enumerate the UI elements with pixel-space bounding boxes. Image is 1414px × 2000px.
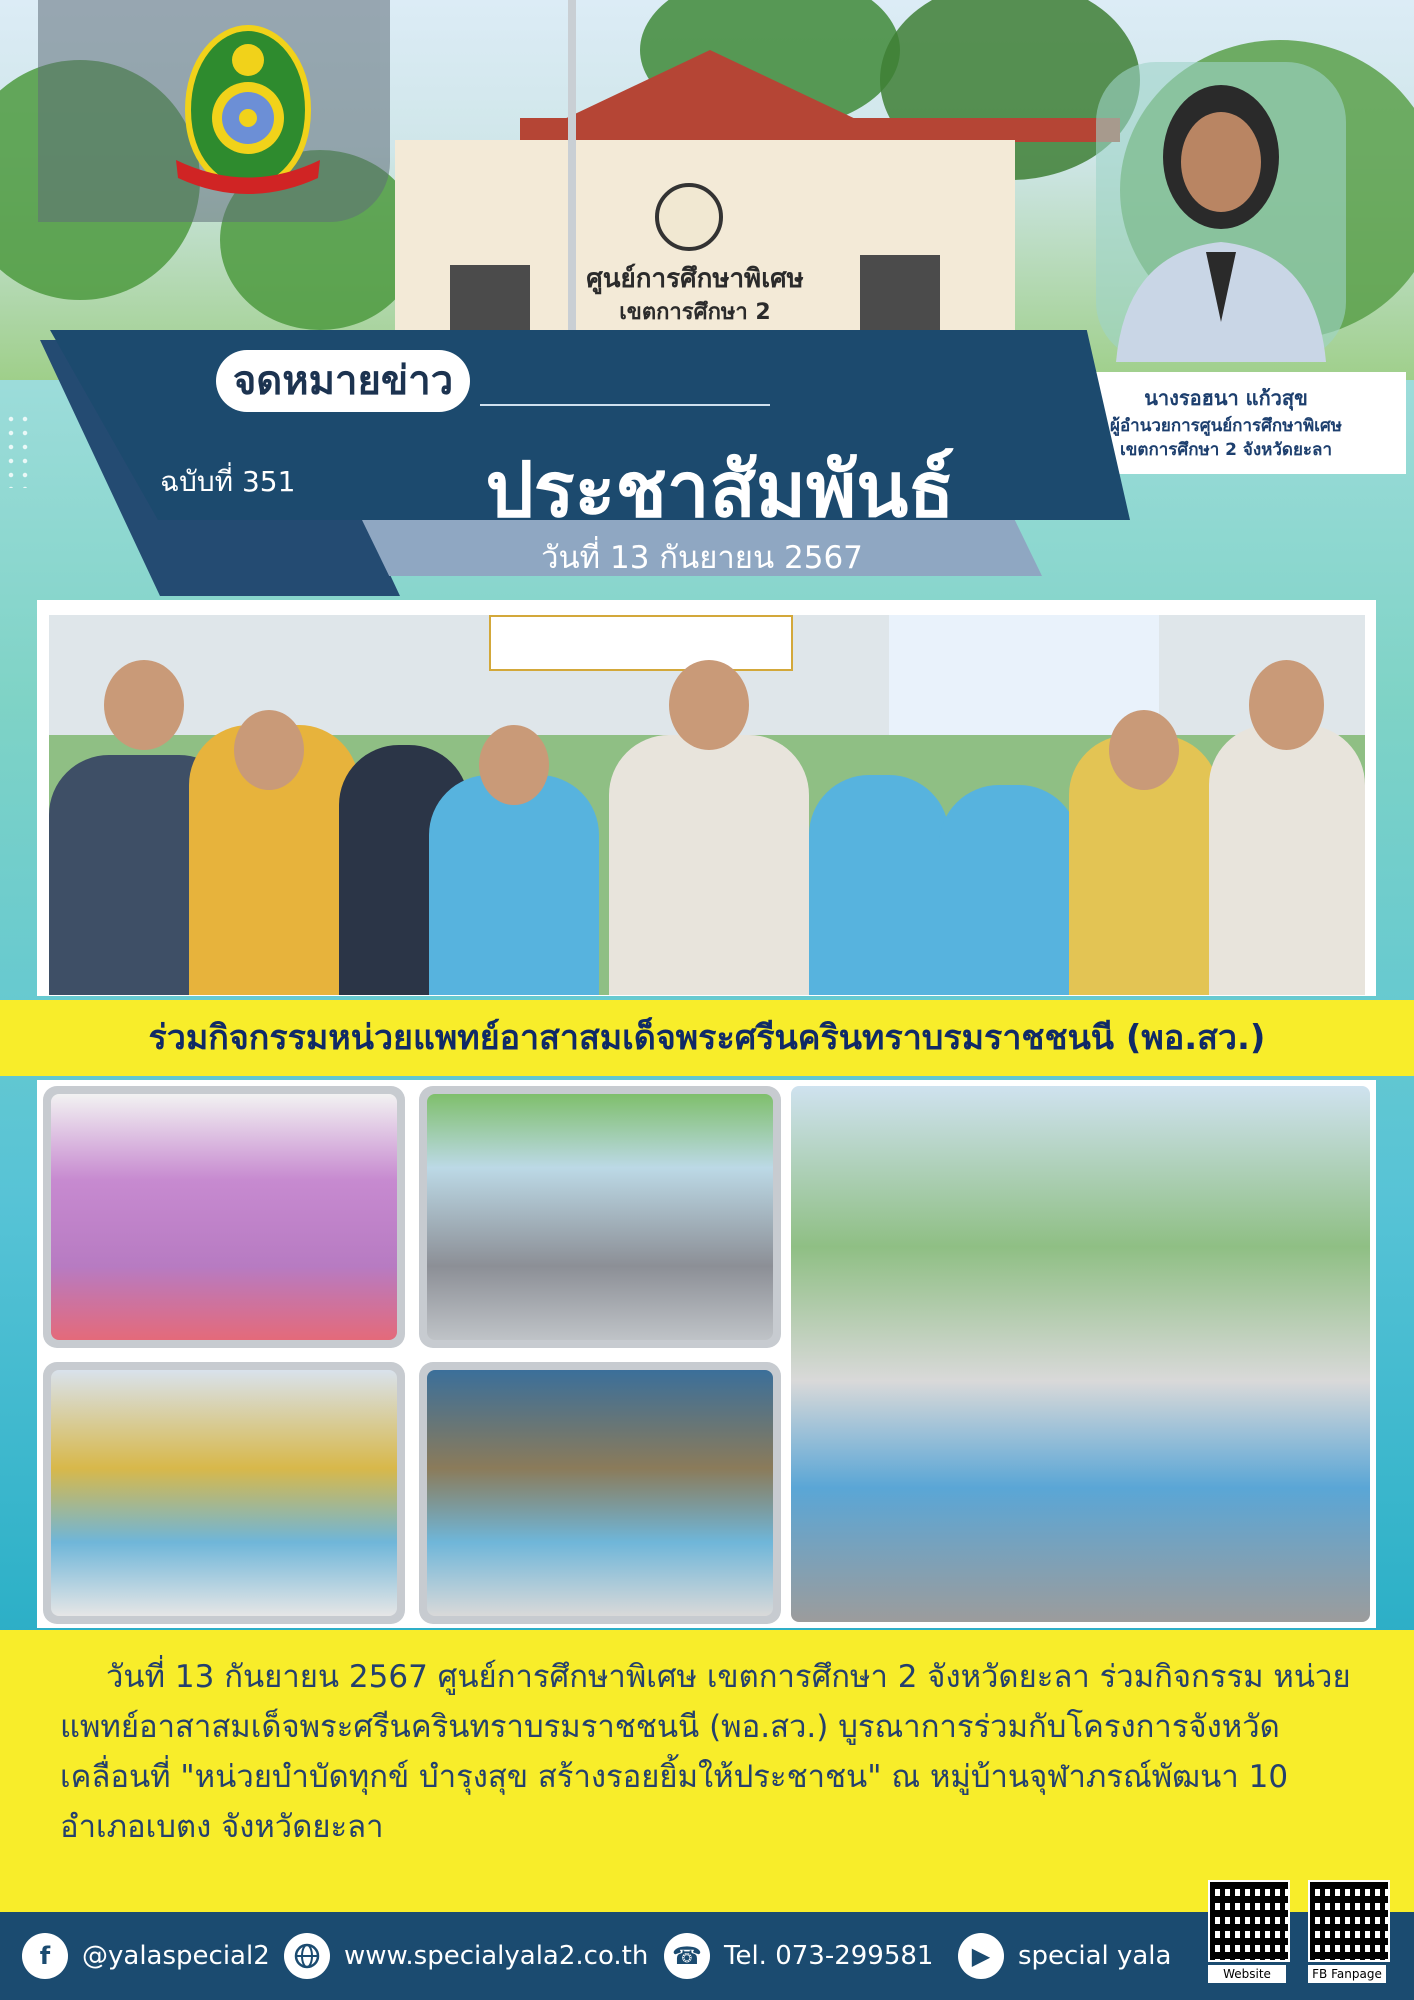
news-body	[0, 1630, 1414, 1912]
main-photo-frame	[37, 600, 1376, 996]
photo-gallery	[37, 1080, 1376, 1628]
qr-website-label: Website	[1208, 1965, 1286, 1983]
qr-code-fanpage-icon	[1308, 1880, 1390, 1962]
gallery-photo-handover	[419, 1362, 781, 1624]
qr-fanpage[interactable]	[1308, 1880, 1386, 1983]
title-divider	[480, 404, 770, 406]
director-role-line2: เขตการศึกษา 2 จังหวัดยะลา	[1119, 440, 1333, 460]
facebook-handle: @yalaspecial2	[82, 1941, 270, 1971]
qr-code-website-icon	[1208, 1880, 1290, 1962]
logo-panel	[38, 0, 390, 222]
building-sign-line1: ศูนย์การศึกษาพิเศษ	[586, 264, 804, 294]
building-roof-eave	[520, 118, 1120, 142]
director-portrait	[1096, 62, 1346, 362]
director-name: นางรอฮนา แก้วสุข	[1144, 386, 1308, 410]
website-url: www.specialyala2.co.th	[344, 1941, 649, 1971]
news-headline: ร่วมกิจกรรมหน่วยแพทย์อาสาสมเด็จพระศรีนครินทราบรมราชชนนี (พอ.สว.)	[0, 1000, 1414, 1076]
facebook-icon: f	[22, 1933, 68, 1979]
qr-website[interactable]	[1208, 1880, 1286, 1983]
website-contact[interactable]	[284, 1932, 648, 1980]
gallery-photo-group	[791, 1086, 1370, 1622]
youtube-channel: special yala	[1018, 1941, 1172, 1971]
main-title: ประชาสัมพันธ์	[485, 445, 955, 534]
gallery-photo-audience	[419, 1086, 781, 1348]
news-paragraph: วันที่ 13 กันยายน 2567 ศูนย์การศึกษาพิเศษ เขตการศึกษา 2 จังหวัดยะลา ร่วมกิจกรรม หน่วยแพทย์อาสาสมเด็จพระศรีนครินทราบรมราชชนนี (พอ.สว.) บูรณาการร่วมกับโครงการจังหวัดเคลื่อนที่ "หน่วยบำบัดทุกข์ บำรุงสุข สร้างรอยยิ้มให้ประชาชน" ณ หมู่บ้านจุฬาภรณ์พัฒนา 10 อำเภอเบตง จังหวัดยะลา	[60, 1659, 1351, 1845]
gallery-photo-activity	[43, 1362, 405, 1624]
organization-logo-icon	[168, 20, 328, 195]
phone-contact[interactable]	[664, 1932, 933, 1980]
issue-date: วันที่ 13 กันยายน 2567	[541, 540, 863, 576]
gallery-photo-stage	[43, 1086, 405, 1348]
building-emblem-icon	[655, 183, 723, 251]
globe-icon	[284, 1933, 330, 1979]
youtube-icon: ▶	[958, 1933, 1004, 1979]
flag-pole	[568, 0, 576, 380]
facebook-contact[interactable]	[22, 1932, 270, 1980]
building-sign-line2: เขตการศึกษา 2	[619, 300, 771, 325]
newsletter-label: จดหมายข่าว	[216, 350, 470, 412]
news-body-text	[60, 1652, 1360, 1852]
main-group-photo	[49, 615, 1365, 995]
phone-icon: ☎	[664, 1933, 710, 1979]
youtube-contact[interactable]	[958, 1932, 1171, 1980]
contact-footer	[0, 1912, 1414, 2000]
director-role-line1: ผู้อำนวยการศูนย์การศึกษาพิเศษ	[1109, 416, 1342, 436]
decorative-dots	[4, 412, 32, 488]
issue-number: ฉบับที่ 351	[160, 465, 296, 498]
phone-number: Tel. 073-299581	[724, 1941, 934, 1971]
qr-fanpage-label: FB Fanpage	[1308, 1965, 1386, 1983]
